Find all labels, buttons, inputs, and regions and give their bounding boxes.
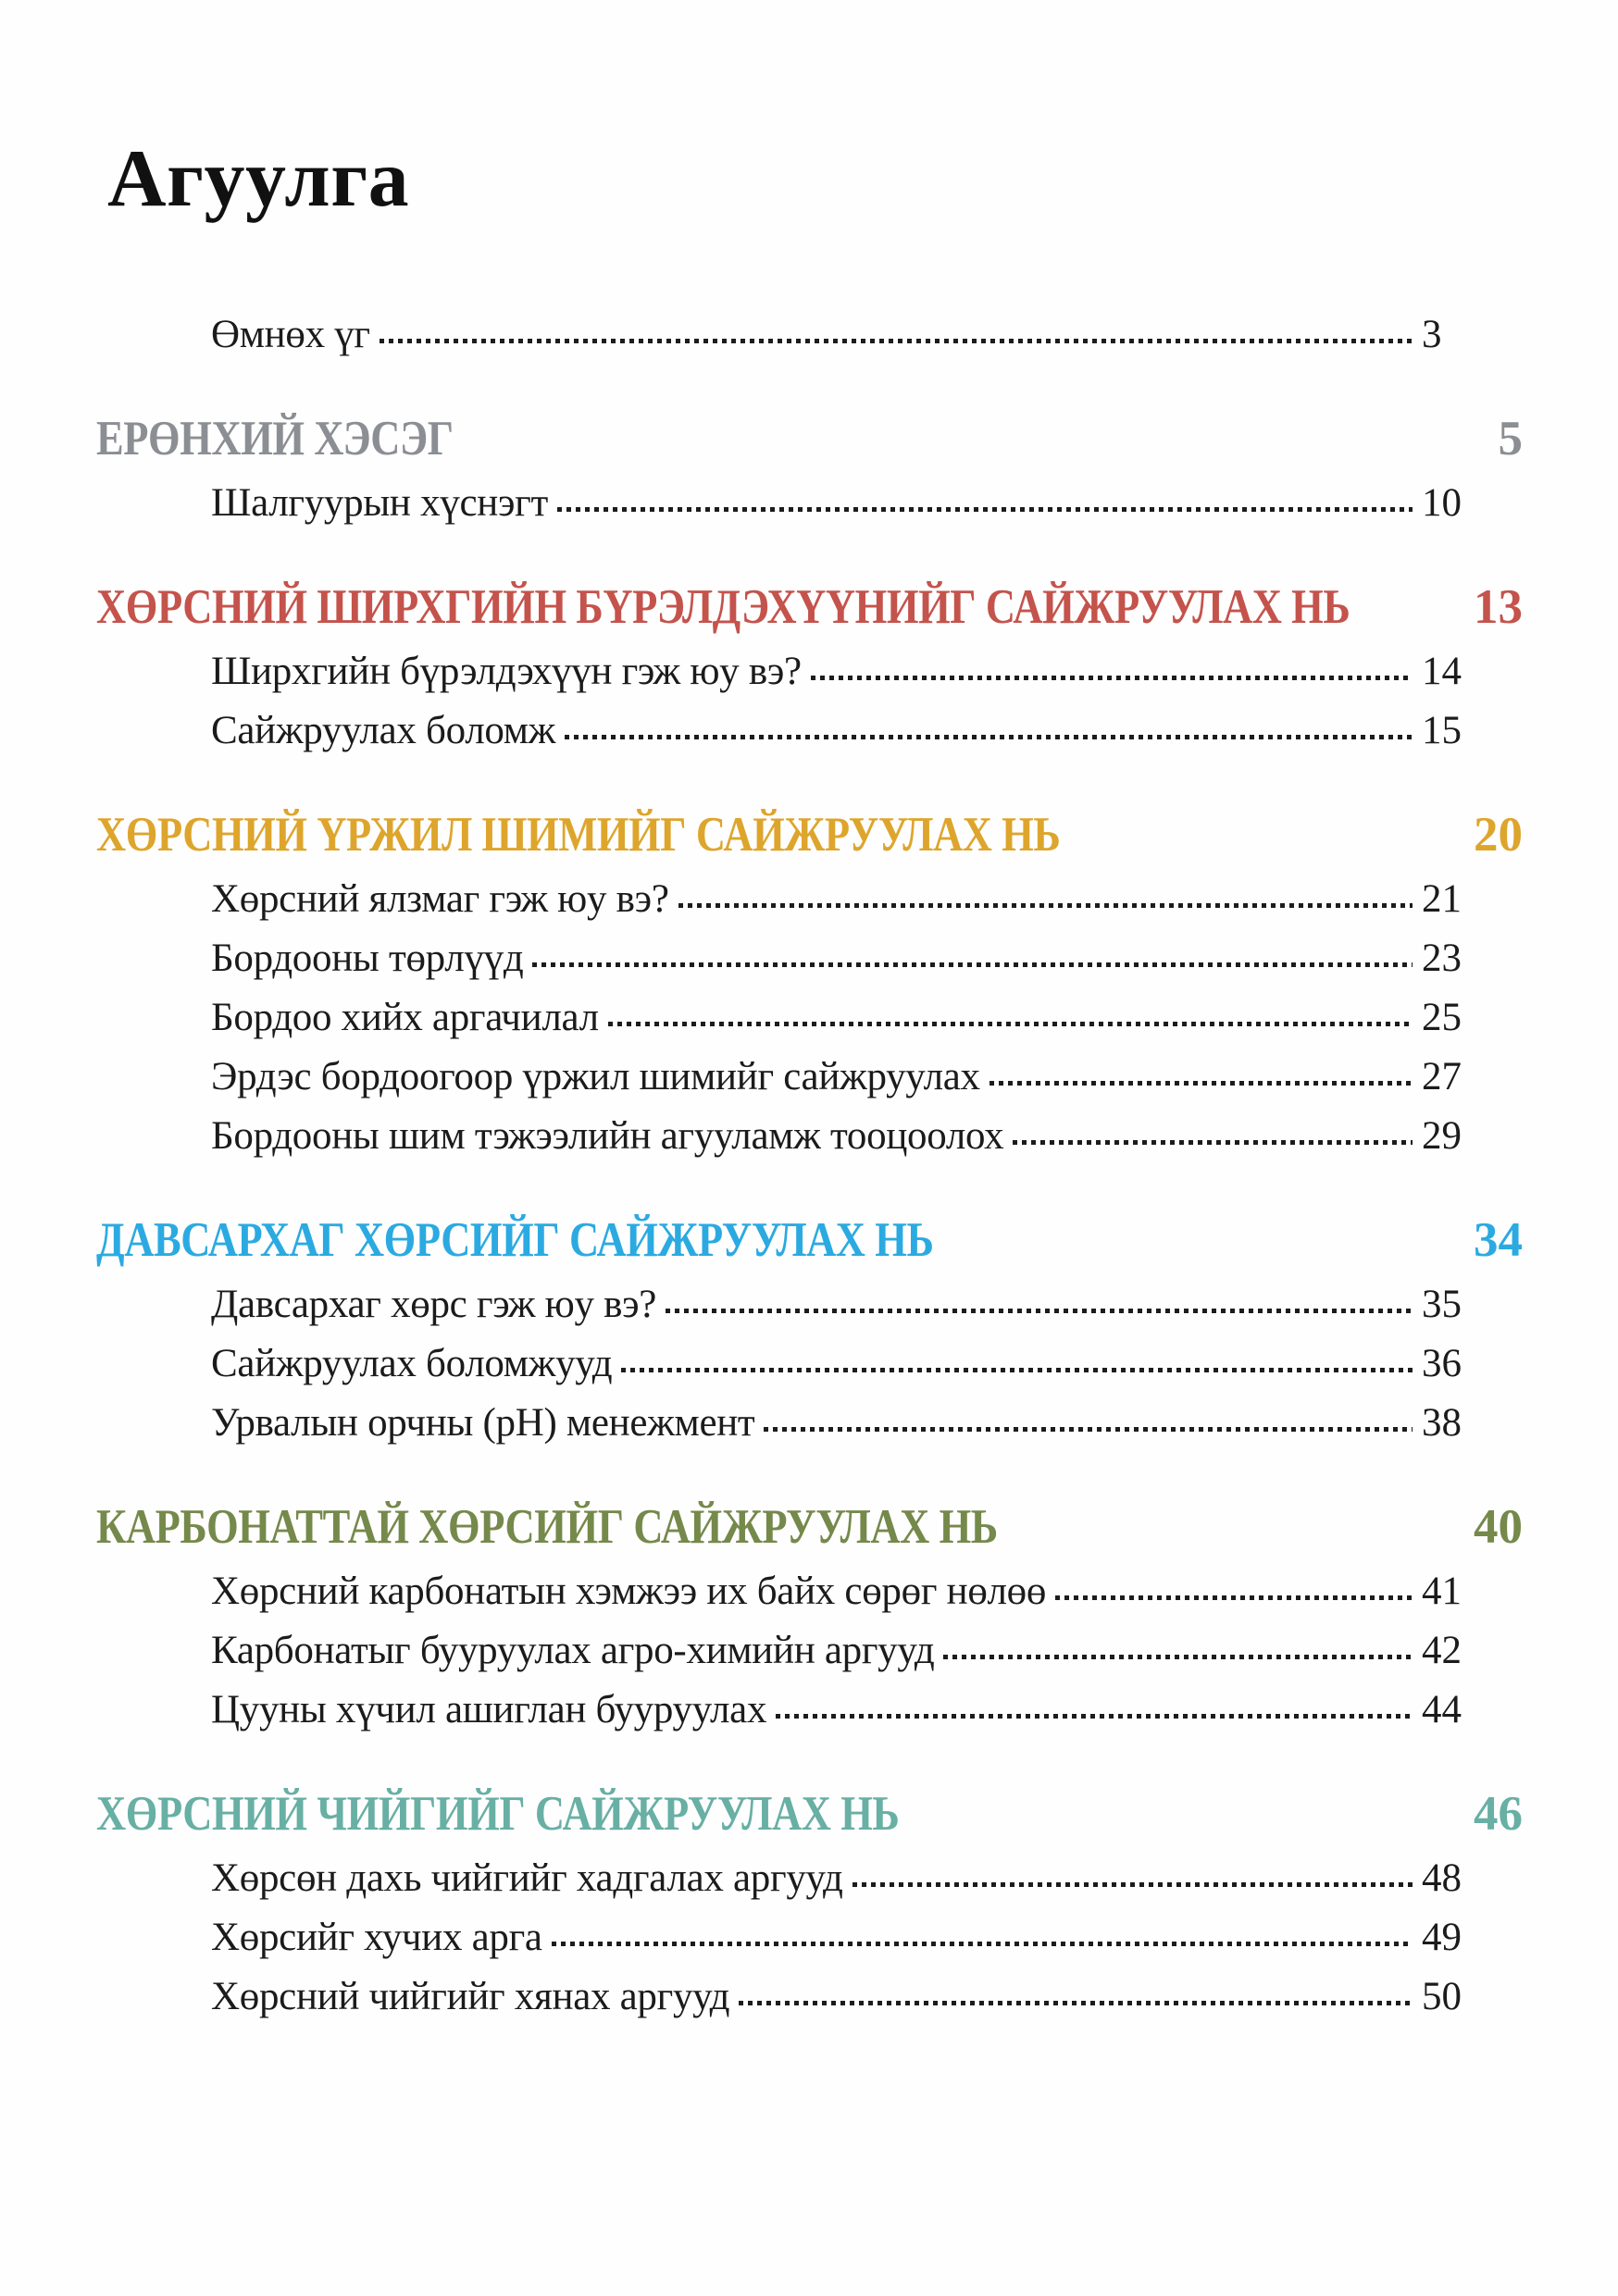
toc-section-entries xyxy=(211,474,1470,533)
toc-section-entries xyxy=(211,1562,1470,1740)
dotted-leader xyxy=(1013,1140,1413,1145)
toc-entry-label: Бордооны төрлүүд xyxy=(211,937,524,980)
toc-entry-label: Хөрсний чийгийг хянах аргууд xyxy=(211,1975,730,2018)
toc-entry xyxy=(211,474,1470,533)
toc-entry-page: 29 xyxy=(1422,1114,1462,1158)
toc-entry-page: 25 xyxy=(1422,996,1462,1039)
toc-section-title: ДАВСАРХАГ ХӨРСИЙГ САЙЖРУУЛАХ НЬ xyxy=(96,1213,934,1267)
toc-entry xyxy=(211,1621,1470,1681)
toc-section-entries xyxy=(211,1275,1470,1453)
toc-section-page: 20 xyxy=(1474,808,1523,862)
toc-section-header xyxy=(96,579,1523,635)
dotted-leader xyxy=(552,1942,1413,1946)
toc-entry-label: Сайжруулах боломжууд xyxy=(211,1342,613,1385)
toc-section-entries xyxy=(211,642,1470,761)
toc-section-title: ХӨРСНИЙ ШИРХГИЙН БҮРЭЛДЭХҮҮНИЙГ САЙЖРУУЛАХ НЬ xyxy=(96,580,1350,634)
dotted-leader xyxy=(853,1882,1413,1887)
toc-entry-page: 41 xyxy=(1422,1570,1462,1613)
toc-section xyxy=(96,807,1618,1166)
toc-entry-page: 42 xyxy=(1422,1629,1462,1672)
toc-entry-page: 23 xyxy=(1422,937,1462,980)
toc-entry-label: Урвалын орчны (рН) менежмент xyxy=(211,1401,755,1445)
table-of-contents xyxy=(96,305,1618,2027)
toc-entry-label: Хөрсийг хучих арга xyxy=(211,1916,542,1959)
toc-section-page: 46 xyxy=(1474,1787,1523,1841)
dotted-leader xyxy=(666,1309,1413,1313)
toc-entry-page: 48 xyxy=(1422,1856,1462,1900)
toc-entry-label: Сайжруулах боломж xyxy=(211,709,556,752)
toc-entry xyxy=(211,305,1470,365)
toc-section-title: ХӨРСНИЙ ҮРЖИЛ ШИМИЙГ САЙЖРУУЛАХ НЬ xyxy=(96,808,1061,862)
dotted-leader xyxy=(608,1022,1413,1026)
toc-entry-page: 35 xyxy=(1422,1283,1462,1326)
toc-section-title: ЕРӨНХИЙ ХЭСЭГ xyxy=(96,412,454,465)
page-title: Агуулга xyxy=(107,134,410,224)
dotted-leader xyxy=(678,903,1413,908)
dotted-leader xyxy=(989,1081,1413,1086)
toc-entry-label: Хөрсний ялзмаг гэж юу вэ? xyxy=(211,877,669,921)
toc-entry-label: Хөрсний карбонатын хэмжээ их байх сөрөг нөлөө xyxy=(211,1570,1047,1613)
toc-section-header xyxy=(96,807,1523,863)
dotted-leader xyxy=(621,1368,1413,1372)
dotted-leader xyxy=(565,735,1413,739)
toc-entry-label: Шалгуурын хүснэгт xyxy=(211,481,548,525)
dotted-leader xyxy=(943,1655,1413,1659)
toc-entry xyxy=(211,701,1470,761)
toc-section-entries xyxy=(211,1849,1470,2027)
toc-section-title: КАРБОНАТТАЙ ХӨРСИЙГ САЙЖРУУЛАХ НЬ xyxy=(96,1500,998,1554)
toc-entry xyxy=(211,1107,1470,1166)
toc-entry xyxy=(211,1275,1470,1334)
preface-wrap xyxy=(211,305,1470,365)
toc-section xyxy=(96,1212,1618,1453)
toc-section-entries xyxy=(211,870,1470,1166)
toc-section xyxy=(96,1786,1618,2027)
dotted-leader xyxy=(764,1427,1413,1432)
toc-entry xyxy=(211,1334,1470,1394)
toc-entry-page: 49 xyxy=(1422,1916,1462,1959)
toc-entry-page: 15 xyxy=(1422,709,1462,752)
toc-entry xyxy=(211,642,1470,701)
toc-entry-page: 38 xyxy=(1422,1401,1462,1445)
toc-entry xyxy=(211,1967,1470,2027)
toc-section-page: 5 xyxy=(1498,412,1523,465)
dotted-leader xyxy=(811,676,1413,680)
toc-entry xyxy=(211,1681,1470,1740)
toc-entry xyxy=(211,1394,1470,1453)
toc-entry-page: 50 xyxy=(1422,1975,1462,2018)
toc-entry xyxy=(211,1908,1470,1967)
toc-section-page: 13 xyxy=(1474,580,1523,634)
dotted-leader xyxy=(1055,1595,1413,1600)
toc-entry-page: 10 xyxy=(1422,481,1462,525)
toc-sections xyxy=(96,411,1618,2027)
toc-entry-label: Ширхгийн бүрэлдэхүүн гэж юу вэ? xyxy=(211,650,802,693)
toc-entry-label: Эрдэс бордоогоор үржил шимийг сайжруулах xyxy=(211,1055,980,1098)
toc-entry-label: Цууны хүчил ашиглан бууруулах xyxy=(211,1688,767,1731)
toc-entry-label: Карбонатыг бууруулах агро-химийн аргууд xyxy=(211,1629,935,1672)
toc-section-header xyxy=(96,1499,1523,1555)
toc-section-header xyxy=(96,1212,1523,1268)
toc-entry-label: Өмнөх үг xyxy=(211,313,370,356)
toc-section xyxy=(96,579,1618,761)
toc-section-title: ХӨРСНИЙ ЧИЙГИЙГ САЙЖРУУЛАХ НЬ xyxy=(96,1787,900,1841)
toc-entry xyxy=(211,1048,1470,1107)
dotted-leader xyxy=(532,962,1413,967)
toc-section-page: 34 xyxy=(1474,1213,1523,1267)
toc-entry-page: 27 xyxy=(1422,1055,1462,1098)
dotted-leader xyxy=(776,1714,1413,1719)
dotted-leader xyxy=(380,339,1413,343)
dotted-leader xyxy=(739,2001,1413,2005)
dotted-leader xyxy=(557,507,1413,512)
toc-entry-page: 3 xyxy=(1422,313,1442,356)
toc-section-header xyxy=(96,411,1523,466)
toc-entry-page: 44 xyxy=(1422,1688,1462,1731)
toc-section xyxy=(96,411,1618,533)
toc-entry-label: Хөрсөн дахь чийгийг хадгалах аргууд xyxy=(211,1856,843,1900)
toc-entry-page: 36 xyxy=(1422,1342,1462,1385)
toc-entry xyxy=(211,1849,1470,1908)
toc-entry xyxy=(211,929,1470,988)
toc-entry xyxy=(211,1562,1470,1621)
toc-entry xyxy=(211,988,1470,1048)
toc-entry-page: 21 xyxy=(1422,877,1462,921)
toc-entry-label: Бордооны шим тэжээлийн агууламж тооцоолох xyxy=(211,1114,1004,1158)
toc-section-page: 40 xyxy=(1474,1500,1523,1554)
toc-entry-label: Бордоо хийх аргачилал xyxy=(211,996,599,1039)
toc-entry-page: 14 xyxy=(1422,650,1462,693)
toc-section xyxy=(96,1499,1618,1740)
toc-entry-label: Давсархаг хөрс гэж юу вэ? xyxy=(211,1283,657,1326)
toc-section-header xyxy=(96,1786,1523,1842)
toc-entry xyxy=(211,870,1470,929)
